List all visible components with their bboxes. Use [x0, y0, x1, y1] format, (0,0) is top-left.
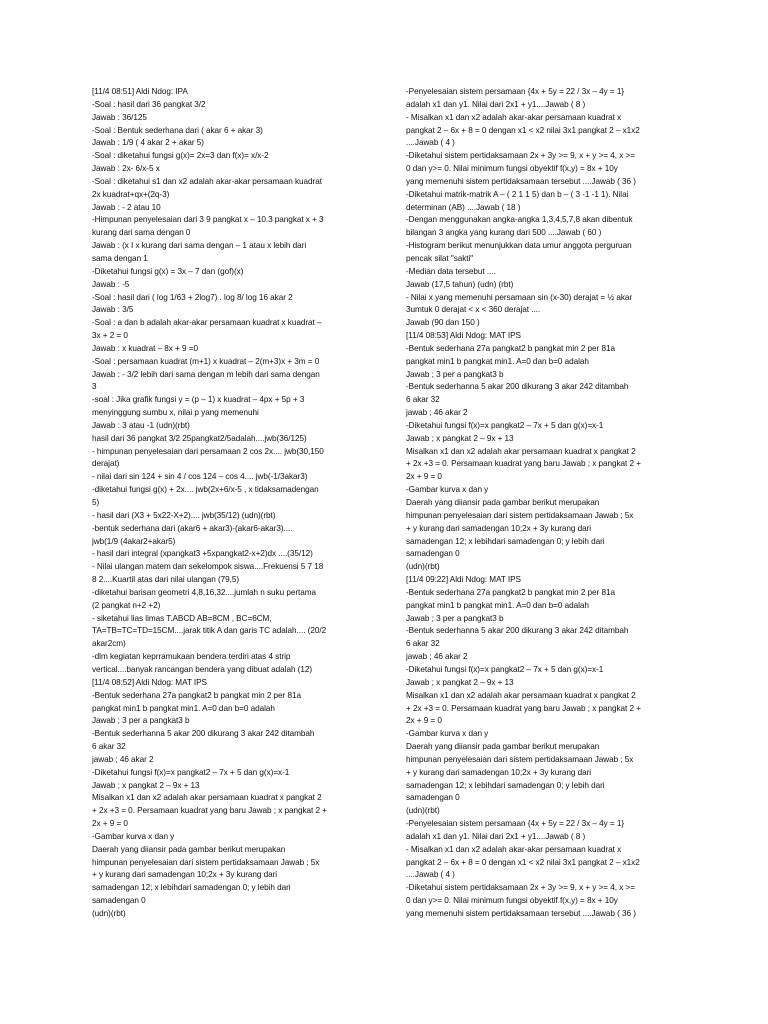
- left-column-line: 3: [92, 382, 97, 392]
- right-column-line: himpunan penyelesaian dari sistem pertidaksamaan Jawab ; 5x: [406, 754, 634, 764]
- left-column-line: Jawab ; 3 per a pangkat3 b: [92, 716, 190, 726]
- right-column-line: samadengan 12; x lebihdari samadengan 0; y lebih dari: [406, 536, 605, 546]
- left-column-line: Jawab : 36/125: [92, 112, 147, 122]
- left-column-line: -Diketahui fungsi g(x) = 3x – 7 dan (gof)(x): [92, 266, 244, 276]
- right-column-line: jawab ; 46 akar 2: [406, 652, 468, 662]
- left-column-line: Jawab : 1/9 ( 4 akar 2 + akar 5): [92, 138, 204, 148]
- right-column-line: ....Jawab ( 4 ): [406, 870, 455, 880]
- right-column-line: Jawab ; x pangkat 2 – 9x + 13: [406, 433, 514, 443]
- right-column-line: Misalkan x1 dan x2 adalah akar persamaan kuadrat x pangkat 2: [406, 446, 636, 456]
- left-column-line: -Himpunan penyelesaian dari 3 9 pangkat x – 10.3 pangkat x + 3: [92, 215, 324, 225]
- left-column-line: - hasil dari integral (xpangkat3 +5xpangkat2-x+2)dx ....(35/12): [92, 549, 313, 559]
- right-column-line: -Penyelesaian sistem persamaan {4x + 5y = 22 / 3x – 4y = 1}: [406, 87, 625, 96]
- right-column-line: 0 dan y>= 0. Nilai minimum fungsi obyektif f(x,y) = 8x + 10y: [406, 896, 618, 906]
- left-column-line: (2 pangkat n+2 +2): [92, 600, 161, 610]
- right-column-line: + y kurang dari samadengan 10;2x + 3y kurang dari: [406, 767, 592, 777]
- right-text-column: [406, 86, 706, 921]
- right-column-line: Jawab (90 dan 150 ): [406, 318, 480, 328]
- right-column-line: 2x + 9 = 0: [406, 716, 442, 726]
- right-column-line: (udn)(rbt): [406, 806, 440, 816]
- right-column-line: samadengan 0: [406, 793, 460, 803]
- right-column-line: samadengan 12; x lebihdari samadengan 0; y lebih dari: [406, 780, 605, 790]
- left-column-line: - himpunan penyelesaian dari persamaan 2 cos 2x.... jwb(30,150: [92, 446, 324, 456]
- left-column-line: TA=TB=TC=TD=15CM....jarak titik A dan garis TC adalah.... (20/2: [92, 626, 327, 636]
- right-column-line: determinan (AB) ....Jawab ( 18 ): [406, 202, 521, 212]
- left-column-line: jwb(1/9 (4akar2+akar5): [92, 536, 176, 546]
- left-column-line: - nilai dari sin 124 + sin 4 / cos 124 – cos 4.... jwb(-1/3akar3): [92, 472, 308, 482]
- right-column-line: [11/4 08:53] Aldi Ndog: MAT IPS: [406, 331, 521, 341]
- left-column-line: Jawab : - 3/2 lebih dari sama dengan m lebih dari sama dengan: [92, 369, 320, 379]
- left-column-line: -Soal : diketahui s1 dan x2 adalah akar-akar persamaan kuadrat: [92, 176, 322, 186]
- right-column-line: pencak silat "sakti": [406, 253, 474, 263]
- left-column-line: -Bentuk sederhanna 5 akar 200 dikurang 3 akar 242 ditambah: [92, 729, 315, 739]
- right-column-line: -Diketahui fungsi f(x)=x pangkat2 – 7x + 5 dan g(x)=x-1: [406, 664, 604, 674]
- right-column-line: -Diketahui sistem pertidaksamaan 2x + 3y >= 9, x + y >= 4, x >=: [406, 151, 635, 161]
- right-column-line: Jawab ; 3 per a pangkat3 b: [406, 369, 504, 379]
- left-column-line: samadengan 12; x lebihdari samadengan 0; y lebih dari: [92, 883, 291, 893]
- left-column-line: -dlm kegiatan keprramukaan bendera terdiri atas 4 strip: [92, 652, 291, 662]
- left-column-line: himpunan penyelesaian dari sistem pertidaksamaan Jawab ; 5x: [92, 857, 320, 867]
- left-column-line: [11/4 08:51] Aldi Ndog: IPA: [92, 87, 188, 96]
- left-column-line: Misalkan x1 dan x2 adalah akar persamaan kuadrat x pangkat 2: [92, 793, 322, 803]
- left-column-line: Jawab ; x pangkat 2 – 9x + 13: [92, 780, 200, 790]
- left-column-line: -diketahui fungsi g(x) + 2x.... jwb(2x+6/x-5 , x tidaksamadengan: [92, 485, 319, 495]
- left-column-line: -Diketahui fungsi f(x)=x pangkat2 – 7x + 5 dan g(x)=x-1: [92, 767, 290, 777]
- right-column-line: 6 akar 32: [406, 639, 440, 649]
- right-column-line: -Bentuk sederhana 27a pangkat2 b pangkat min 2 per 81a: [406, 343, 615, 353]
- left-column-line: -Soal : a dan b adalah akar-akar persamaan kuadrat x kuadrat –: [92, 318, 322, 328]
- left-column-line: derajat): [92, 459, 120, 469]
- left-column-line: -Soal : hasil dari 36 pangkat 3/2: [92, 99, 206, 109]
- right-column-line: pangkat min1 b pangkat min1. A=0 dan b=0 adalah: [406, 600, 589, 610]
- left-column-line: -Soal : Bentuk sederhana dari ( akar 6 + akar 3): [92, 125, 263, 135]
- right-column-line: 3umtuk 0 derajat < x < 360 derajat ....: [406, 305, 541, 315]
- left-column-line: 8 2....Kuartil atas dari nilai ulangan (79,5): [92, 575, 240, 585]
- left-column-line: hasil dari 36 pangkat 3/2 25pangkat2/5adalah....jwb(36/125): [92, 433, 307, 443]
- right-column-line: -Bentuk sederhana 27a pangkat2 b pangkat min 2 per 81a: [406, 587, 615, 597]
- right-column-line: jawab ; 46 akar 2: [406, 408, 468, 418]
- right-column-line: + y kurang dari samadengan 10;2x + 3y kurang dari: [406, 523, 592, 533]
- right-column-line: -Dengan menggunakan angka-angka 1,3,4,5,7,8 akan dibentuk: [406, 215, 633, 225]
- left-column-line: -Bentuk sederhana 27a pangkat2 b pangkat min 2 per 81a: [92, 690, 301, 700]
- left-column-line: 6 akar 32: [92, 742, 126, 752]
- left-column-line: -Soal : hasil dari ( log 1/63 + 2log7) . log 8/ log 16 akar 2: [92, 292, 293, 302]
- right-column-line: [11/4 09:22] Aldi Ndog: MAT IPS: [406, 575, 521, 585]
- left-column-line: + 2x +3 = 0. Persamaan kuadrat yang baru Jawab ; x pangkat 2 +: [92, 806, 327, 816]
- left-column-line: jawab ; 46 akar 2: [92, 754, 154, 764]
- left-column-line: Jawab : - 2 atau 10: [92, 202, 161, 212]
- right-column-line: yang memenuhi sistem pertidaksamaan tersebut ....Jawab ( 36 ): [406, 176, 636, 186]
- right-column-line: Misalkan x1 dan x2 adalah akar persamaan kuadrat x pangkat 2: [406, 690, 636, 700]
- right-column-line: Daerah yang diiansir pada gambar berikut merupakan: [406, 498, 600, 507]
- left-column-line: - hasil dari (X3 + 5x22-X+2).... jwb(35/12) (udn)(rbt): [92, 510, 276, 520]
- right-column-line: Jawab (17,5 tahun) (udn) (rbt): [406, 279, 514, 289]
- right-column-line: 0 dan y>= 0. Nilai minimum fungsi obyektif f(x,y) = 8x + 10y: [406, 164, 618, 174]
- left-column-line: pangkat min1 b pangkat min1. A=0 dan b=0 adalah: [92, 703, 275, 713]
- right-column-line: - Misalkan x1 dan x2 adalah akar-akar persamaan kuadrat x: [406, 112, 622, 122]
- right-column-line: yang memenuhi sistem pertidaksamaan tersebut ....Jawab ( 36 ): [406, 909, 636, 918]
- left-column-line: 5): [92, 498, 100, 507]
- right-column-line: + 2x +3 = 0. Persamaan kuadrat yang baru Jawab ; x pangkat 2 +: [406, 459, 641, 469]
- right-column-line: + 2x +3 = 0. Persamaan kuadrat yang baru Jawab ; x pangkat 2 +: [406, 703, 641, 713]
- left-column-line: Jawab : 2x- 6/x-5 x: [92, 164, 160, 174]
- right-column-line: 6 akar 32: [406, 395, 440, 405]
- right-column-line: pangkat 2 – 6x + 8 = 0 dengan x1 < x2 nilai 3x1 pangkat 2 – x1x2: [406, 857, 640, 867]
- left-column-line: Daerah yang diiansir pada gambar berikut merupakan: [92, 844, 286, 854]
- right-column-line: -Diketahui fungsi f(x)=x pangkat2 – 7x + 5 dan g(x)=x-1: [406, 420, 604, 430]
- left-column-line: Jawab : -5: [92, 279, 130, 289]
- right-column-line: Daerah yang diiansir pada gambar berikut merupakan: [406, 742, 600, 752]
- right-column-line: Jawab ; 3 per a pangkat3 b: [406, 613, 504, 623]
- left-column-line: 2x + 9 = 0: [92, 819, 128, 829]
- left-column-line: akar2cm): [92, 639, 126, 649]
- left-column-line: - Nilai ulangan matem dan sekelompok siswa....Frekuensi 5 7 18: [92, 562, 324, 572]
- right-column-line: adalah x1 dan y1. Nilai dari 2x1 + y1....Jawab ( 8 ): [406, 99, 586, 109]
- right-column-line: - Misalkan x1 dan x2 adalah akar-akar persamaan kuadrat x: [406, 844, 622, 854]
- left-column-line: + y kurang dari samadengan 10;2x + 3y kurang dari: [92, 870, 278, 880]
- right-column-line: samadengan 0: [406, 549, 460, 559]
- left-column-line: [11/4 08:52] Aldi Ndog: MAT IPS: [92, 677, 207, 687]
- right-column-line: -Gambar kurva x dan y: [406, 485, 489, 495]
- right-column-line: -Diketahui sistem pertidaksamaan 2x + 3y >= 9, x + y >= 4, x >=: [406, 883, 635, 893]
- right-column-line: adalah x1 dan y1. Nilai dari 2x1 + y1....Jawab ( 8 ): [406, 831, 586, 841]
- right-column-line: -Median data tersebut ....: [406, 266, 496, 276]
- right-column-line: - Nilai x yang memenuhi persamaan sin (x-30) derajat = ½ akar: [406, 292, 633, 302]
- left-column-line: Jawab : (x I x kurang dari sama dengan – 1 atau x lebih dari: [92, 241, 307, 251]
- left-column-line: 3x + 2 = 0: [92, 331, 128, 341]
- left-column-line: (udn)(rbt): [92, 909, 126, 918]
- left-column-line: -Gambar kurva x dan y: [92, 831, 175, 841]
- left-column-line: vertical....banyak rancangan bendera yang dibuat adalah (12): [92, 664, 313, 674]
- left-column-line: Jawab : 3 atau -1 (udn)(rbt): [92, 420, 190, 430]
- left-column-line: -bentuk sederhana dari (akar6 + akar3)-(akar6-akar3)....: [92, 523, 293, 533]
- left-column-line: -Soal : diketahui fungsi g(x)= 2x=3 dan f(x)= x/x-2: [92, 151, 269, 161]
- right-column-line: -Penyelesaian sistem persamaan {4x + 5y = 22 / 3x – 4y = 1}: [406, 819, 625, 829]
- right-column-line: himpunan penyelesaian dari sistem pertidaksamaan Jawab ; 5x: [406, 510, 634, 520]
- left-column-line: -Soal : persamaan kuadrat (m+1) x kuadrat – 2(m+3)x + 3m = 0: [92, 356, 320, 366]
- left-column-line: kurang dari sama dengan 0: [92, 228, 191, 238]
- left-column-line: Jawab : 3/5: [92, 305, 134, 315]
- left-column-line: menyinggung sumbu x, nilai p yang memenuhi: [92, 408, 259, 418]
- right-column-line: (udn)(rbt): [406, 562, 440, 572]
- left-column-line: 2x kuadrat+qx+(2q-3): [92, 189, 170, 199]
- right-column-line: 2x + 9 = 0: [406, 472, 442, 482]
- right-column-line: -Bentuk sederhanna 5 akar 200 dikurang 3 akar 242 ditambah: [406, 626, 629, 636]
- right-column-line: bilangan 3 angka yang kurang dari 500 ....Jawab ( 60 ): [406, 228, 602, 238]
- left-column-line: -soal : Jika grafik fungsi y = (p – 1) x kuadrat – 4px + 5p + 3: [92, 395, 305, 405]
- right-column-line: -Diketahui matrik-matrik A – ( 2 1 1 5) dan b – ( 3 -1 -1 1). Nilai: [406, 189, 629, 199]
- right-column-line: -Histogram berikut menunjukkan data umur anggota perguruan: [406, 241, 632, 251]
- right-column-line: Jawab ; x pangkat 2 – 9x + 13: [406, 677, 514, 687]
- right-column-line: -Gambar kurva x dan y: [406, 729, 489, 739]
- left-column-line: Jawab : x kuadrat – 8x + 9 =0: [92, 343, 198, 353]
- left-column-line: -diketahui barisan geometri 4,8,16,32....jumlah n suku pertama: [92, 587, 317, 597]
- right-column-line: pangkat 2 – 6x + 8 = 0 dengan x1 < x2 nilai 3x1 pangkat 2 – x1x2: [406, 125, 640, 135]
- left-text-column: [92, 86, 367, 921]
- right-column-line: -Bentuk sederhanna 5 akar 200 dikurang 3 akar 242 ditambah: [406, 382, 629, 392]
- right-column-line: pangkat min1 b pangkat min1. A=0 dan b=0 adalah: [406, 356, 589, 366]
- right-column-line: ....Jawab ( 4 ): [406, 138, 455, 148]
- left-column-line: samadengan 0: [92, 896, 146, 906]
- left-column-line: - siketahui lias limas T.ABCD AB=8CM , BC=6CM,: [92, 613, 272, 623]
- left-column-line: sama dengan 1: [92, 253, 148, 263]
